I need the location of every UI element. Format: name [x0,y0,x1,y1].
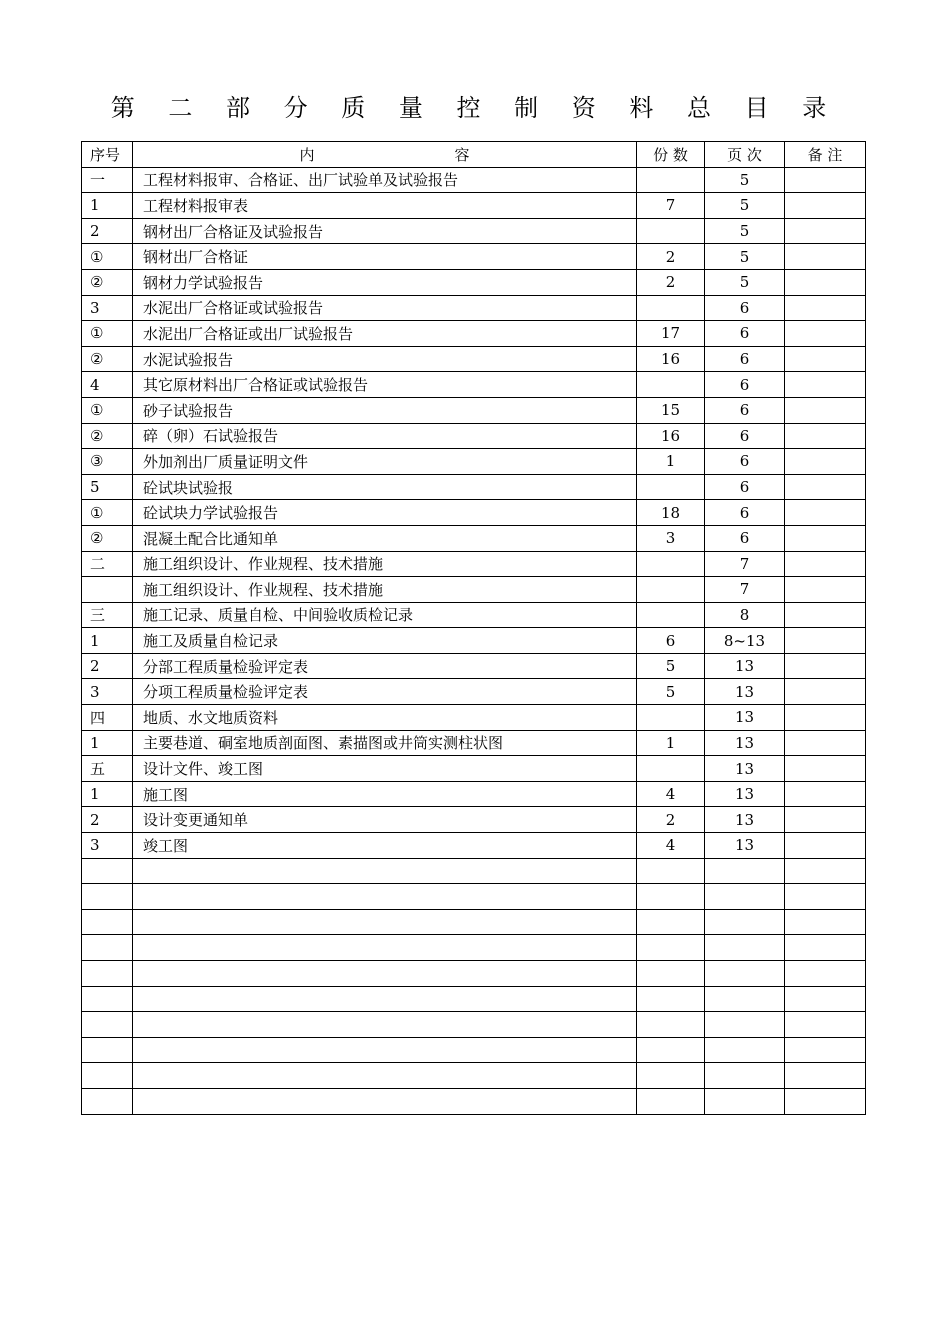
row-copies-cell: 16 [637,346,705,372]
row-number-cell: 2 [82,218,133,244]
row-remark-cell [785,474,866,500]
row-page-cell: 13 [705,705,785,731]
row-content-cell: 水泥试验报告 [133,346,637,372]
table-row [82,372,866,398]
row-copies-cell [637,986,705,1012]
row-number-cell: 五 [82,756,133,782]
table-row [82,756,866,782]
row-page-cell: 6 [705,525,785,551]
row-remark-cell [785,909,866,935]
table-row [82,679,866,705]
row-number-cell: ③ [82,449,133,475]
row-copies-cell [637,1088,705,1114]
row-remark-cell [785,986,866,1012]
row-number-cell: 2 [82,807,133,833]
row-remark-cell [785,730,866,756]
row-number-cell: 二 [82,551,133,577]
row-number-cell: 5 [82,474,133,500]
row-copies-cell [637,372,705,398]
row-copies-cell [637,756,705,782]
row-remark-cell [785,628,866,654]
table-row [82,346,866,372]
table-row [82,577,866,603]
table-row [82,397,866,423]
row-page-cell: 13 [705,653,785,679]
row-content-cell: 分项工程质量检验评定表 [133,679,637,705]
row-copies-cell [637,935,705,961]
row-remark-cell [785,935,866,961]
row-copies-cell [637,295,705,321]
row-remark-cell [785,397,866,423]
row-page-cell: 6 [705,500,785,526]
row-copies-cell [637,884,705,910]
row-page-cell: 8 [705,602,785,628]
row-content-cell: 竣工图 [133,833,637,859]
row-copies-cell: 1 [637,730,705,756]
row-content-cell: 砂子试验报告 [133,397,637,423]
row-copies-cell [637,551,705,577]
row-content-cell [133,909,637,935]
row-remark-cell [785,705,866,731]
row-remark-cell [785,884,866,910]
row-content-cell: 水泥出厂合格证或试验报告 [133,295,637,321]
row-remark-cell [785,833,866,859]
row-content-cell: 施工组织设计、作业规程、技术措施 [133,551,637,577]
table-row [82,730,866,756]
row-page-cell: 5 [705,269,785,295]
row-remark-cell [785,577,866,603]
row-copies-cell [637,602,705,628]
row-content-cell [133,961,637,987]
table-row [82,1037,866,1063]
row-content-cell: 施工组织设计、作业规程、技术措施 [133,577,637,603]
row-page-cell [705,986,785,1012]
table-row [82,858,866,884]
row-remark-cell [785,858,866,884]
row-copies-cell: 6 [637,628,705,654]
row-remark-cell [785,372,866,398]
toc-table [81,141,866,1115]
row-remark-cell [785,218,866,244]
row-page-cell [705,1063,785,1089]
row-number-cell [82,1012,133,1038]
row-copies-cell [637,961,705,987]
row-number-cell: 四 [82,705,133,731]
table-row [82,833,866,859]
row-number-cell: 1 [82,628,133,654]
row-page-cell [705,909,785,935]
row-content-cell: 钢材出厂合格证 [133,244,637,270]
table-row [82,653,866,679]
row-content-cell [133,986,637,1012]
row-remark-cell [785,1037,866,1063]
row-remark-cell [785,525,866,551]
row-page-cell: 13 [705,679,785,705]
row-number-cell [82,1088,133,1114]
row-page-cell: 8~13 [705,628,785,654]
row-content-cell: 其它原材料出厂合格证或试验报告 [133,372,637,398]
row-page-cell: 6 [705,295,785,321]
row-number-cell [82,986,133,1012]
row-number-cell [82,1037,133,1063]
row-page-cell: 7 [705,577,785,603]
row-content-cell: 砼试块力学试验报告 [133,500,637,526]
row-copies-cell: 3 [637,525,705,551]
row-page-cell: 6 [705,397,785,423]
row-page-cell [705,961,785,987]
row-page-cell: 13 [705,807,785,833]
row-remark-cell [785,269,866,295]
row-number-cell: ① [82,500,133,526]
row-remark-cell [785,679,866,705]
row-content-cell: 碎（卵）石试验报告 [133,423,637,449]
row-page-cell: 5 [705,167,785,193]
row-number-cell: ② [82,423,133,449]
row-remark-cell [785,321,866,347]
row-copies-cell: 17 [637,321,705,347]
row-content-cell [133,935,637,961]
row-copies-cell: 4 [637,781,705,807]
row-content-cell: 施工及质量自检记录 [133,628,637,654]
row-content-cell: 水泥出厂合格证或出厂试验报告 [133,321,637,347]
row-number-cell: 4 [82,372,133,398]
row-page-cell: 5 [705,244,785,270]
table-row [82,423,866,449]
row-content-cell: 砼试块试验报 [133,474,637,500]
table-header-row [82,142,866,168]
row-content-cell: 施工图 [133,781,637,807]
row-remark-cell [785,449,866,475]
row-page-cell: 13 [705,833,785,859]
table-row [82,269,866,295]
row-remark-cell [785,756,866,782]
table-row [82,1088,866,1114]
row-number-cell [82,577,133,603]
table-row [82,551,866,577]
row-content-cell: 钢材出厂合格证及试验报告 [133,218,637,244]
row-page-cell [705,884,785,910]
row-number-cell: ② [82,269,133,295]
table-row [82,628,866,654]
row-content-cell: 设计变更通知单 [133,807,637,833]
row-copies-cell: 4 [637,833,705,859]
row-page-cell: 6 [705,321,785,347]
row-copies-cell: 15 [637,397,705,423]
row-page-cell [705,935,785,961]
row-number-cell: 一 [82,167,133,193]
row-remark-cell [785,602,866,628]
table-row [82,525,866,551]
row-number-cell: ② [82,525,133,551]
row-page-cell: 6 [705,474,785,500]
table-row [82,244,866,270]
table-row [82,474,866,500]
row-copies-cell [637,218,705,244]
row-remark-cell [785,781,866,807]
row-number-cell [82,858,133,884]
table-row [82,218,866,244]
table-row [82,884,866,910]
row-number-cell: 2 [82,653,133,679]
row-copies-cell: 5 [637,679,705,705]
row-copies-cell [637,167,705,193]
row-copies-cell [637,1037,705,1063]
row-number-cell [82,884,133,910]
row-copies-cell [637,1012,705,1038]
table-row [82,167,866,193]
row-remark-cell [785,551,866,577]
row-page-cell: 13 [705,730,785,756]
row-content-cell [133,1088,637,1114]
table-body [82,167,866,1114]
table-row [82,602,866,628]
table-row [82,705,866,731]
row-remark-cell [785,193,866,219]
row-remark-cell [785,244,866,270]
row-number-cell: ① [82,244,133,270]
table-row [82,193,866,219]
row-content-cell [133,1012,637,1038]
row-number-cell [82,1063,133,1089]
table-row [82,1012,866,1038]
table-row [82,321,866,347]
row-page-cell [705,1088,785,1114]
row-number-cell: 1 [82,730,133,756]
row-remark-cell [785,1063,866,1089]
row-number-cell: ② [82,346,133,372]
header-content-a: 内 [299,145,315,164]
row-number-cell: ① [82,321,133,347]
row-remark-cell [785,346,866,372]
row-remark-cell [785,1088,866,1114]
row-copies-cell: 5 [637,653,705,679]
row-content-cell: 地质、水文地质资料 [133,705,637,731]
row-copies-cell: 7 [637,193,705,219]
row-content-cell [133,858,637,884]
row-page-cell: 6 [705,346,785,372]
row-number-cell: 3 [82,679,133,705]
header-page: 页 次 [705,142,785,168]
row-page-cell: 13 [705,756,785,782]
row-copies-cell: 16 [637,423,705,449]
row-content-cell: 混凝土配合比通知单 [133,525,637,551]
row-remark-cell [785,167,866,193]
row-content-cell [133,1063,637,1089]
row-content-cell: 设计文件、竣工图 [133,756,637,782]
row-content-cell [133,1037,637,1063]
header-content [133,142,637,168]
row-copies-cell: 18 [637,500,705,526]
row-copies-cell [637,705,705,731]
row-page-cell [705,1037,785,1063]
row-copies-cell [637,858,705,884]
row-number-cell [82,935,133,961]
row-content-cell: 外加剂出厂质量证明文件 [133,449,637,475]
table-row [82,295,866,321]
row-number-cell: 3 [82,295,133,321]
row-content-cell: 施工记录、质量自检、中间验收质检记录 [133,602,637,628]
row-page-cell: 5 [705,193,785,219]
row-number-cell: 1 [82,781,133,807]
row-page-cell: 7 [705,551,785,577]
table-row [82,781,866,807]
row-number-cell [82,961,133,987]
row-number-cell [82,909,133,935]
row-content-cell: 工程材料报审、合格证、出厂试验单及试验报告 [133,167,637,193]
row-remark-cell [785,1012,866,1038]
row-copies-cell [637,1063,705,1089]
table-row [82,807,866,833]
row-copies-cell [637,909,705,935]
table-row [82,500,866,526]
table-row [82,1063,866,1089]
row-copies-cell: 1 [637,449,705,475]
row-content-cell: 分部工程质量检验评定表 [133,653,637,679]
row-content-cell: 工程材料报审表 [133,193,637,219]
header-no: 序号 [82,142,133,168]
row-content-cell: 主要巷道、硐室地质剖面图、素描图或井筒实测柱状图 [133,730,637,756]
row-remark-cell [785,295,866,321]
row-remark-cell [785,500,866,526]
row-content-cell: 钢材力学试验报告 [133,269,637,295]
row-number-cell: 3 [82,833,133,859]
table-row [82,935,866,961]
row-number-cell: 三 [82,602,133,628]
row-remark-cell [785,807,866,833]
row-remark-cell [785,423,866,449]
row-page-cell: 6 [705,423,785,449]
header-copies: 份 数 [637,142,705,168]
row-remark-cell [785,961,866,987]
row-content-cell [133,884,637,910]
header-remark: 备 注 [785,142,866,168]
row-copies-cell: 2 [637,807,705,833]
row-number-cell: ① [82,397,133,423]
row-copies-cell: 2 [637,244,705,270]
row-page-cell: 6 [705,449,785,475]
row-page-cell: 5 [705,218,785,244]
table-row [82,986,866,1012]
table-row [82,449,866,475]
row-number-cell: 1 [82,193,133,219]
row-copies-cell [637,474,705,500]
header-content-b: 容 [454,145,470,164]
table-row [82,909,866,935]
page-title: 第 二 部 分 质 量 控 制 资 料 总 目 录 [110,94,840,122]
row-copies-cell [637,577,705,603]
row-page-cell [705,858,785,884]
row-copies-cell: 2 [637,269,705,295]
table-row [82,961,866,987]
row-remark-cell [785,653,866,679]
row-page-cell: 13 [705,781,785,807]
row-page-cell: 6 [705,372,785,398]
row-page-cell [705,1012,785,1038]
